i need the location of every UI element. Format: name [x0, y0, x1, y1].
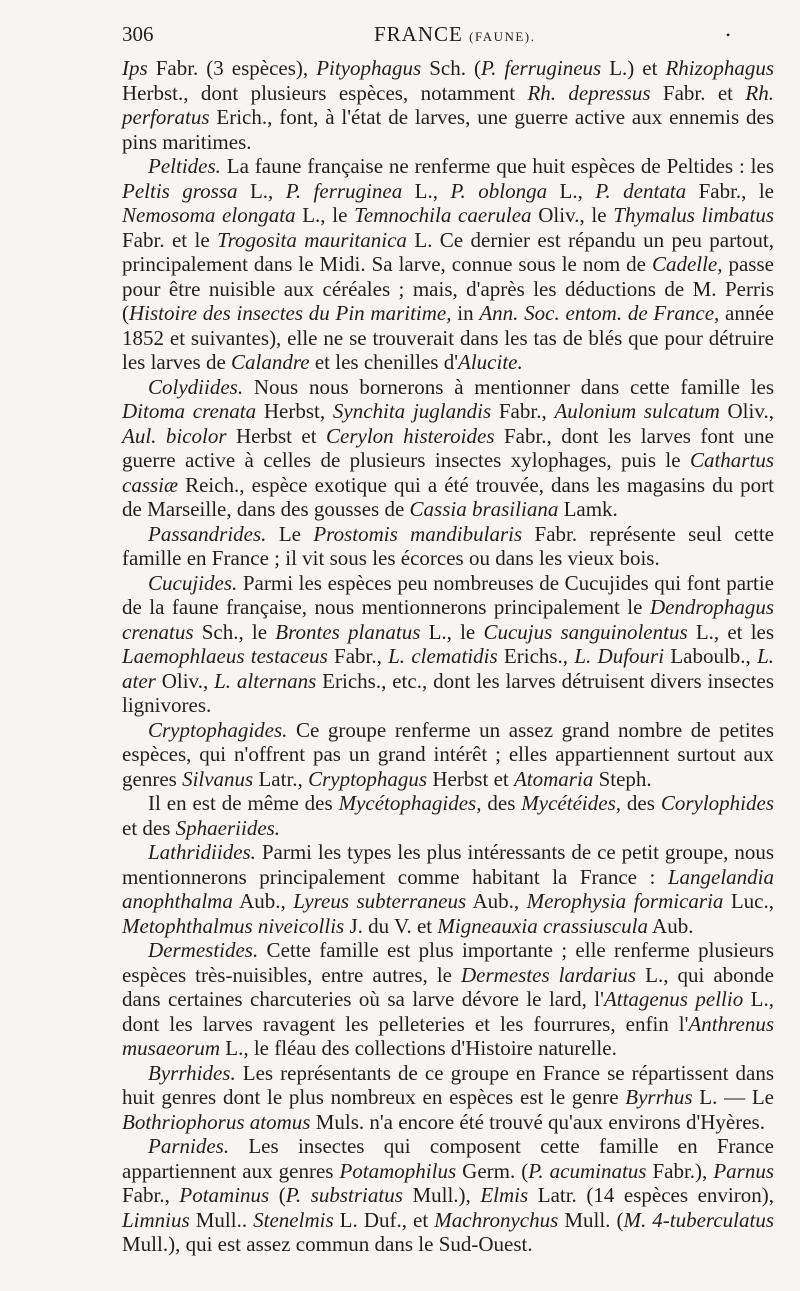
text-run: Aub. — [647, 913, 694, 938]
text-run: Laboulb., — [664, 644, 758, 668]
italic-term: Histoire des insectes du Pin maritime, — [129, 301, 452, 325]
text-run: J. du V. et — [344, 913, 438, 938]
italic-term: Potamophilus — [339, 1158, 457, 1183]
italic-term: P. substriatus — [285, 1183, 403, 1207]
italic-term: Nemosoma elongata — [122, 203, 296, 227]
text-run: L., le — [295, 203, 355, 227]
italic-term: P. acuminatus — [528, 1158, 647, 1183]
paragraph — [122, 1134, 774, 1257]
italic-term: Bothriophorus atomus — [122, 1109, 311, 1134]
text-run: Mull.), — [402, 1183, 481, 1207]
text-run: Fabr. et — [650, 80, 746, 105]
text-run: Oliv., le — [531, 203, 614, 227]
italic-term: Merophysia formicaria — [526, 889, 724, 913]
text-run: Fabr. et le — [122, 227, 218, 252]
italic-term: Aulonium sulcatum — [554, 399, 720, 423]
running-head — [374, 22, 535, 47]
italic-term: Cucujus sanguinolentus — [483, 619, 688, 644]
text-run: Mull.), qui est assez commun dans le Sud-Ouest. — [122, 1232, 533, 1256]
italic-term: P. ferrugineus — [480, 56, 602, 80]
italic-term: Dermestes lardarius — [461, 962, 637, 987]
text-run: Les représentants de ce groupe en France se répartissent dans huit genres dont le plus nombreux en espèces est le genre — [122, 1060, 774, 1109]
paragraph — [122, 1061, 774, 1135]
text-run: L., — [237, 178, 286, 203]
text-run: L., — [547, 178, 596, 203]
italic-term: Rh. perforatus — [122, 80, 774, 129]
text-run: Cette famille est plus importante ; elle renferme plusieurs espèces très-nuisibles, entre autres, le — [122, 938, 774, 987]
text-run: Fabr., le — [686, 178, 775, 203]
text-run: Fabr. (3 espèces), — [147, 56, 317, 80]
italic-term: Ann. Soc. entom. de France, — [479, 301, 720, 325]
paragraph — [122, 571, 774, 718]
text-run: Lamk. — [558, 497, 618, 521]
italic-term: Alucite. — [458, 350, 523, 374]
paragraph — [122, 840, 774, 938]
text-run: in — [451, 301, 480, 325]
italic-term: Parnus — [713, 1158, 774, 1183]
italic-term: Ditoma crenata — [122, 399, 257, 423]
text-run: Herbst et — [226, 423, 327, 448]
text-run: Fabr., — [122, 1183, 180, 1207]
text-run: Sch., le — [193, 619, 276, 644]
italic-term: P. ferruginea — [285, 178, 403, 203]
text-run: Aub., — [232, 889, 294, 913]
italic-term: Migneauxia crassiuscula — [437, 913, 648, 938]
running-head-subtitle: (FAUNE). — [469, 29, 536, 44]
italic-term: Elmis — [480, 1183, 529, 1207]
italic-term: Dermestides. — [148, 938, 259, 962]
text-run: des — [481, 791, 522, 815]
text-run: Luc., — [723, 889, 775, 913]
paragraph — [122, 718, 774, 792]
italic-term: Mycétophagides, — [338, 791, 482, 815]
text-run: Nous nous bornerons à mentionner dans cette famille les — [243, 374, 774, 399]
text-run: Il en est de même des — [148, 791, 339, 815]
italic-term: Machronychus — [434, 1207, 559, 1232]
text-run: Mull. ( — [558, 1207, 624, 1232]
italic-term: Attagenus pellio — [603, 987, 744, 1011]
text-run: et des — [122, 815, 176, 840]
italic-term: L. clematidis — [388, 644, 498, 668]
italic-term: Cucujides. — [148, 570, 238, 595]
text-run: Mull.. — [189, 1207, 254, 1232]
italic-term: Peltis grossa — [122, 178, 238, 203]
italic-term: L. alternans — [214, 668, 317, 693]
italic-term: Mycétéides, — [521, 791, 621, 815]
paragraph — [122, 938, 774, 1061]
text-run: Parmi les espèces peu nombreuses de Cucujides qui font partie de la faune française, nous mentionnerons principalement le — [122, 570, 774, 619]
header-mark: • — [726, 28, 731, 42]
text-run: Latr., — [253, 766, 309, 791]
text-run: L. Ce dernier est répandu un peu partout, principalement dans le Midi. Sa larve, connue sous le nom de — [122, 227, 774, 276]
italic-term: Silvanus — [182, 766, 254, 791]
text-run: Fabr.), — [646, 1158, 714, 1183]
text-run: L. Duf., et — [333, 1207, 435, 1232]
text-run: des — [621, 791, 661, 815]
italic-term: L. ater — [122, 644, 775, 693]
text-run: Reich., espèce exotique qui a été trouvée, dans les magasins du port de Marseille, dans des gousses de — [122, 472, 774, 521]
italic-term: Lyreus subterraneus — [293, 889, 467, 913]
italic-term: Rh. depressus — [527, 80, 651, 105]
running-head-title: FRANCE — [374, 22, 463, 46]
text-run: Sch. ( — [421, 56, 481, 80]
text-run: Muls. n'a encore été trouvé qu'aux environs d'Hyères. — [310, 1109, 765, 1134]
italic-term: Aul. bicolor — [122, 423, 227, 448]
text-run: L., — [402, 178, 451, 203]
italic-term: P. dentata — [595, 178, 687, 203]
paragraph — [122, 522, 774, 571]
text-run: L., dont les larves ravagent les pelleteries et les fourrures, enfin l' — [122, 987, 775, 1036]
italic-term: Cathartus cassiæ — [122, 448, 774, 497]
text-run: Fabr. représente seul cette famille en France ; il vit sous les écorces ou dans les vieux bois. — [122, 521, 774, 570]
italic-term: Ips — [122, 56, 148, 80]
text-run: La faune française ne renferme que huit espèces de Peltides : les — [220, 154, 774, 178]
paragraph — [122, 375, 774, 522]
italic-term: Thymalus limbatus — [613, 203, 774, 227]
italic-term: Langelandia anophthalma — [122, 864, 774, 913]
italic-term: Prostomis mandibularis — [313, 521, 523, 546]
italic-term: Lathridiides. — [148, 840, 256, 864]
text-run: Erichs., etc., dont les larves détruisent divers insectes lignivores. — [122, 668, 774, 717]
paragraph — [122, 154, 774, 375]
text-run: Latr. (14 espèces environ), — [528, 1183, 774, 1207]
text-run: Aub., — [466, 889, 527, 913]
text-run: L., qui abonde dans certaines charcuteries où sa larve dévore le lard, l' — [122, 962, 774, 1011]
text-run: ( — [269, 1183, 286, 1207]
text-run: Herbst et — [427, 766, 514, 791]
text-run: année 1852 et suivantes), elle ne se trouverait dans les tas de blés que pour détruire les larves de — [122, 301, 775, 374]
text-run: Steph. — [593, 766, 652, 791]
italic-term: Pityophagus — [316, 56, 422, 80]
text-run: L. — Le — [692, 1085, 774, 1109]
text-run: L.) et — [601, 56, 666, 80]
italic-term: P. oblonga — [450, 178, 548, 203]
italic-term: Colydiides. — [148, 374, 244, 399]
italic-term: Limnius — [122, 1207, 190, 1232]
body-text — [122, 56, 774, 1257]
italic-term: Cryptophagus — [308, 766, 428, 791]
italic-term: Anthrenus musaeorum — [122, 1011, 774, 1060]
italic-term: Parnides. — [148, 1134, 230, 1158]
text-run: et les chenilles d' — [309, 350, 459, 374]
page-number: 306 — [122, 22, 154, 46]
text-run: Oliv., — [719, 399, 774, 423]
italic-term: L. Dufouri — [574, 644, 665, 668]
italic-term: Rhizophagus — [665, 56, 774, 80]
page-header — [122, 22, 774, 52]
paragraph — [122, 56, 774, 154]
italic-term: Sphaeriides. — [175, 815, 281, 840]
italic-term: Stenelmis — [253, 1207, 334, 1232]
italic-term: Potaminus — [179, 1183, 270, 1207]
text-run: Ce groupe renferme un assez grand nombre de petites espèces, qui n'offrent pas un grand intérêt ; elles appartiennent surtout aux genres — [122, 717, 774, 791]
text-run: Parmi les types les plus intéressants de ce petit groupe, nous mentionnerons principalement comme habitant la France : — [122, 840, 774, 889]
text-run: Erichs., — [497, 644, 575, 668]
italic-term: Corylophides — [660, 791, 774, 815]
text-run: Erich., font, à l'état de larves, une guerre active aux ennemis des pins maritimes. — [122, 105, 774, 154]
italic-term: Dendrophagus crenatus — [122, 595, 774, 644]
italic-term: Brontes planatus — [275, 619, 421, 644]
text-run: Herbst, — [256, 399, 333, 423]
italic-term: Calandre — [231, 350, 310, 374]
italic-term: Cassia brasiliana — [409, 497, 559, 521]
text-run: passe pour être nuisible aux céréales ; mais, d'après les déductions de M. Perris ( — [122, 252, 774, 325]
italic-term: Peltides. — [148, 154, 221, 178]
italic-term: Byrrhides. — [148, 1060, 236, 1085]
italic-term: Cerylon histeroides — [326, 423, 495, 448]
text-run: L., le — [420, 619, 484, 644]
text-run: Les insectes qui composent cette famille en France appartiennent aux genres — [122, 1134, 774, 1183]
text-run: Fabr., — [491, 399, 555, 423]
text-run: L., et les — [687, 619, 775, 644]
italic-term: Atomaria — [513, 766, 594, 791]
text-run: L., le fléau des collections d'Histoire naturelle. — [220, 1036, 617, 1060]
paragraph — [122, 791, 774, 840]
italic-term: Cadelle, — [651, 252, 723, 276]
text-run: Germ. ( — [456, 1158, 529, 1183]
italic-term: Passandrides. — [148, 521, 267, 546]
italic-term: Synchita juglandis — [332, 399, 492, 423]
text-run: Fabr., — [327, 644, 389, 668]
text-run: Le — [266, 521, 314, 546]
italic-term: Laemophlaeus testaceus — [122, 644, 328, 668]
text-run: Herbst., dont plusieurs espèces, notamment — [122, 80, 528, 105]
italic-term: Metophthalmus niveicollis — [122, 913, 345, 938]
text-run: Oliv., — [155, 668, 215, 693]
italic-term: Temnochila caerulea — [354, 203, 532, 227]
text-run: Fabr., dont les larves font une guerre active à celles de plusieurs insectes xylophages, puis le — [122, 423, 774, 472]
italic-term: M. 4-tuberculatus — [623, 1207, 774, 1232]
italic-term: Trogosita mauritanica — [217, 227, 407, 252]
italic-term: Cryptophagides. — [148, 717, 288, 742]
italic-term: Byrrhus — [625, 1085, 693, 1109]
